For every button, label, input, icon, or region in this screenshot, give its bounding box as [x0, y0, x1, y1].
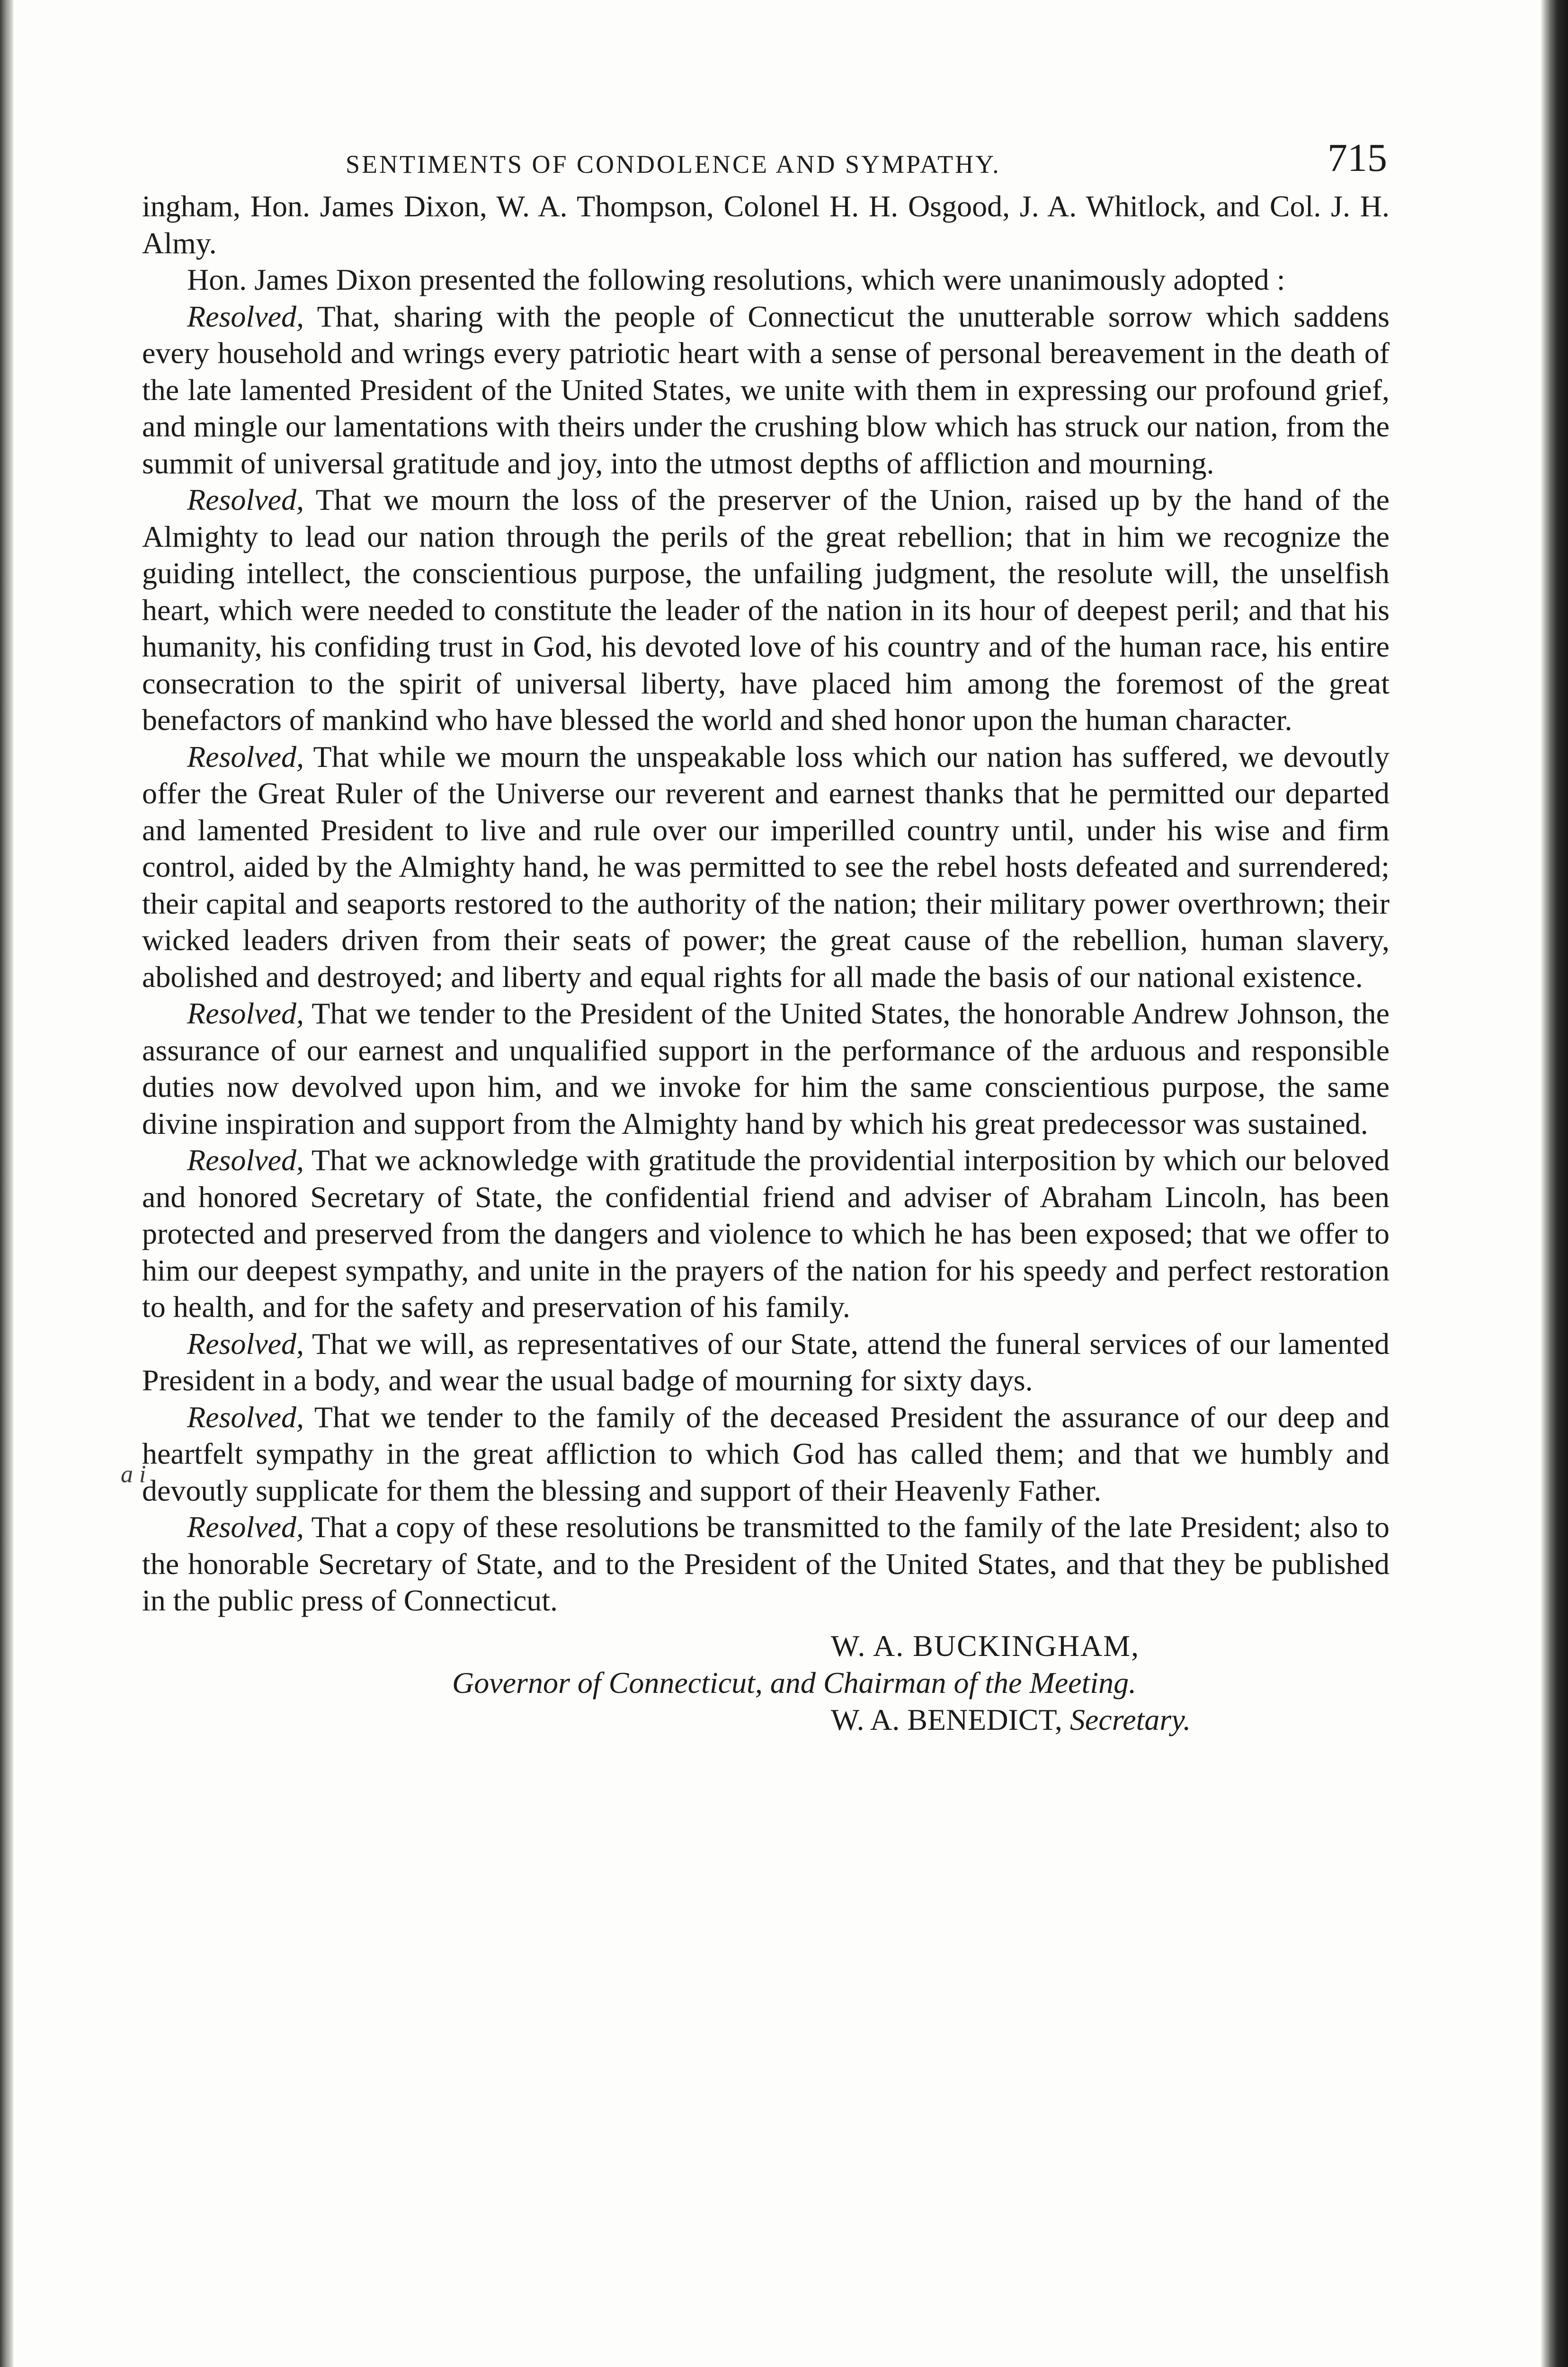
- page-binding-edge-shadow: [1541, 0, 1568, 2367]
- chairman-title: Governor of Connecticut, and Chairman of the Meeting.: [452, 1665, 1137, 1700]
- resolved-label: Resolved,: [187, 299, 304, 333]
- resolved-label: Resolved,: [187, 997, 304, 1030]
- resolution-paragraph: [142, 1399, 1390, 1509]
- resolution-paragraph: [142, 739, 1390, 996]
- resolution-text: That, sharing with the people of Connecticut the unutterable sorrow which saddens every household and wrings every patriotic heart with a sense of personal bereavement in the death of the late lamented President of the United States, we unite with them in expressing our profound grief, and mingle our lamentations with theirs under the crushing blow which has struck our nation, from the summit of universal gratitude and joy, into the utmost depths of affliction and mourning.: [142, 299, 1390, 480]
- intro-continuation-paragraph: ingham, Hon. James Dixon, W. A. Thompson, Colonel H. H. Osgood, J. A. Whitlock, and Col. J. H. Almy.: [142, 189, 1390, 260]
- resolution-paragraph: [142, 481, 1390, 739]
- resolution-text: That a copy of these resolutions be transmitted to the family of the late President; also to the honorable Secretary of State, and to the President of the United States, and that they be published in the public press of Connecticut.: [142, 1510, 1390, 1617]
- resolved-label: Resolved,: [187, 739, 304, 774]
- resolution-paragraph: [142, 995, 1390, 1142]
- secretary-role: Secretary.: [1069, 1702, 1191, 1736]
- page-left-edge-shadow: [0, 0, 13, 2367]
- resolution-paragraph: [142, 298, 1390, 482]
- resolved-label: Resolved,: [187, 1400, 304, 1434]
- resolution-text: That we acknowledge with gratitude the providential interposition by which our beloved and honored Secretary of State, the confidential friend and adviser of Abraham Lincoln, has been protected and preserved from the dangers and violence to which he has been exposed; that we offer to him our deepest sympathy, and unite in the prayers of the nation for his speedy and perfect restoration to health, and for the safety and preservation of his family.: [142, 1143, 1390, 1324]
- running-head: [142, 135, 1390, 188]
- margin-annotation: a i: [121, 1461, 146, 1488]
- resolution-text: That we will, as representatives of our State, attend the funeral services of our lamented President in a body, and wear the usual badge of mourning for sixty days.: [142, 1326, 1390, 1397]
- resolved-label: Resolved,: [187, 1143, 304, 1177]
- resolution-text: That we mourn the loss of the preserver of the Union, raised up by the hand of the Almighty to lead our nation through the perils of the great rebellion; that in him we recognize the guiding intellect, the conscientious purpose, the unfailing judgment, the resolute will, the unselfish heart, which were needed to constitute the leader of the nation in its hour of deepest peril; and that his humanity, his confiding trust in God, his devoted love of his country and of the human race, his entire consecration to the spirit of universal liberty, have placed him among the foremost of the great benefactors of mankind who have blessed the world and shed honor upon the human character.: [142, 483, 1390, 737]
- resolution-paragraph: [142, 1326, 1390, 1399]
- resolution-paragraph: [142, 1142, 1390, 1326]
- page-number: 715: [1327, 136, 1387, 180]
- presentation-paragraph: Hon. James Dixon presented the following resolutions, which were unanimously adopted :: [187, 263, 1285, 296]
- chairman-name: W. A. BUCKINGHAM,: [831, 1628, 1140, 1663]
- resolution-text: That we tender to the President of the United States, the honorable Andrew Johnson, the assurance of our earnest and unqualified support in the performance of the arduous and responsible duties now devolved upon him, and we invoke for him the same conscientious purpose, the same divine inspiration and support from the Almighty hand by which his great predecessor was sustained.: [142, 997, 1390, 1140]
- signature-block: [142, 1628, 1390, 1751]
- running-title: SENTIMENTS OF CONDOLENCE AND SYMPATHY.: [346, 150, 1001, 178]
- resolved-label: Resolved,: [187, 1326, 304, 1361]
- text-column: [142, 135, 1390, 1751]
- resolved-label: Resolved,: [187, 1510, 304, 1544]
- secretary-line: [831, 1701, 1191, 1738]
- secretary-name: W. A. BENEDICT,: [831, 1702, 1062, 1736]
- resolution-text: That while we mourn the unspeakable loss which our nation has suffered, we devoutly offer the Great Ruler of the Universe our reverent and earnest thanks that he permitted our departed and lamented President to live and rule over our imperilled country until, under his wise and firm control, aided by the Almighty hand, he was permitted to see the rebel hosts defeated and surrendered; their capital and seaports restored to the authority of the nation; their military power overthrown; their wicked leaders driven from their seats of power; the great cause of the rebellion, human slavery, abolished and destroyed; and liberty and equal rights for all made the basis of our national existence.: [142, 739, 1390, 994]
- resolution-paragraph: [142, 1509, 1390, 1619]
- resolved-label: Resolved,: [187, 483, 304, 516]
- resolution-text: That we tender to the family of the deceased President the assurance of our deep and heartfelt sympathy in the great affliction to which God has called them; and that we humbly and devoutly supplicate for them the blessing and support of their Heavenly Father.: [142, 1400, 1390, 1507]
